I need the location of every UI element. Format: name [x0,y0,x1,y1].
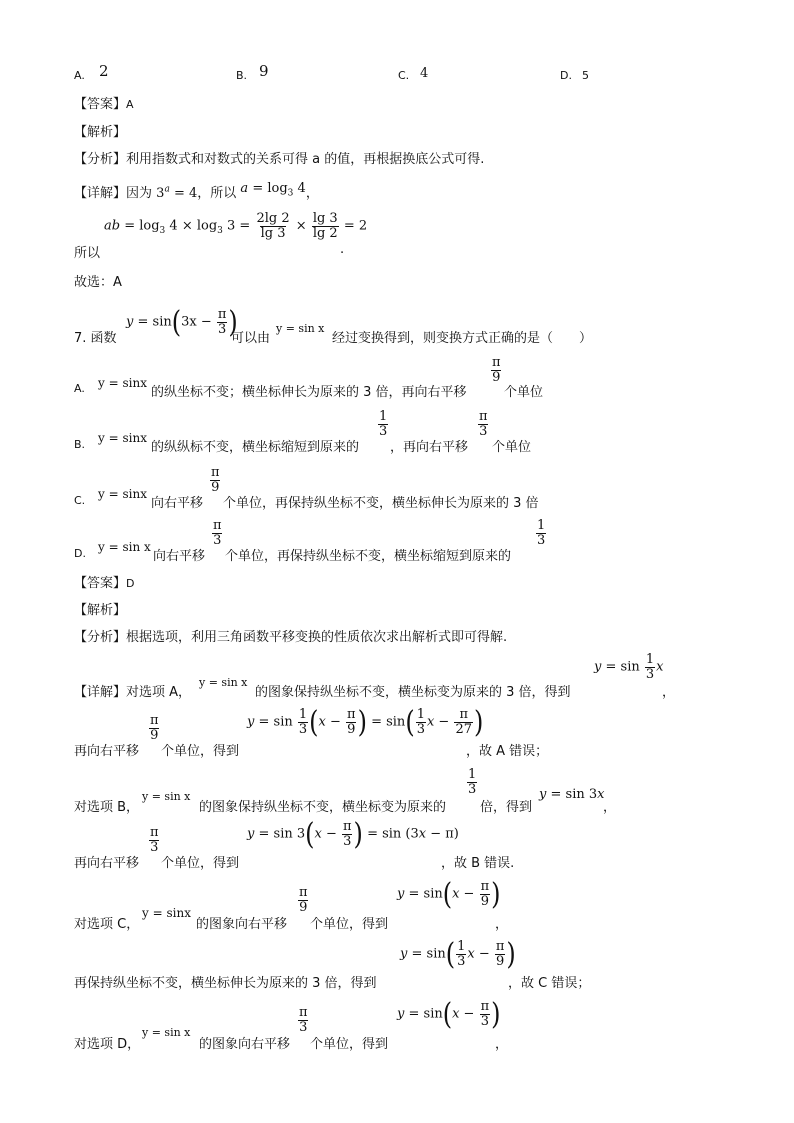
answer-tag: 【答案】 [74,97,127,112]
math-opt-b-frac1: $\frac{1}{3}$ [379,409,388,439]
q7-pd-text2: 的图象向右平移 [199,1037,291,1052]
option-a-label: A. [74,69,85,82]
math-q7-target-fn: y = sin(3x − $\frac{\pi}{3}$ ) [126,304,238,340]
q6-analysis-tag: 【解析】 [74,125,127,140]
q7-pb-comma: ， [603,800,617,815]
q7-pc2-text1: 再保持纵坐标不变，横坐标伸长为原来的 3 倍，得到 [74,976,377,991]
q7-pb2-text1: 再向右平移 [74,856,140,871]
math-q7-source-fn: y = sin x [276,322,325,335]
q7-opt-a-text2: 个单位 [504,385,544,400]
fenxi-text: 根据选项，利用三角函数平移变换的性质依次求出解析式即可得解. [126,630,508,645]
period: . [340,242,345,257]
q7-opt-b-label: B. [74,438,86,451]
detail-because: 因为 [126,186,153,201]
math-ab-equation: ab = $\log_3 4 \times \log_3 3$ = $\frac{2\lg 2}{\lg 3}$ × $\frac{\lg 3}{\lg 2}$ = 2 [104,211,368,241]
q7-pd-comma: ， [495,1037,509,1052]
q7-pa2-text2: 个单位，得到 [161,744,240,759]
q7-opt-b-text2: ，再向右平移 [390,440,469,455]
q7-opt-b-text3: 个单位 [492,440,532,455]
q7-pa-text2: 的图象保持纵坐标不变，横坐标变为原来的 3 倍，得到 [255,685,571,700]
math-opt-a-frac: $\frac{\pi}{9}$ [492,355,501,385]
detail-comma: ， [305,186,319,201]
math-pb-fn: y = sin x [142,790,191,803]
math-opt-a-fn: y = sinx [98,376,147,390]
math-opt-c-frac: $\frac{\pi}{9}$ [211,465,220,495]
q7-opt-d-text2: 个单位，再保持纵坐标不变，横坐标缩短到原来的 [225,549,512,564]
fenxi-text: 利用指数式和对数式的关系可得 a 的值，再根据换底公式可得. [126,152,485,167]
math-opt-b-frac2: $\frac{\pi}{3}$ [479,409,488,439]
fenxi-tag: 【分析】 [74,152,127,167]
answer-tag: 【答案】 [74,576,127,591]
fenxi-tag: 【分析】 [74,630,127,645]
q7-detail-a-line: 【详解】对选项 A， [74,685,192,700]
math-pc-frac: $\frac{\pi}{9}$ [299,885,308,915]
q7-pc-text1: 对选项 C， [74,917,140,932]
option-a-value: 2 [99,62,109,80]
math-opt-d-frac2: $\frac{1}{3}$ [537,518,546,548]
math-pd-fn: y = sin x [142,1026,191,1039]
q7-analysis-tag: 【解析】 [74,603,127,618]
q7-text-mid: 可以由 [231,331,271,346]
q7-pc2-text2: ，故 C 错误； [508,976,591,991]
q7-opt-d-text1: 向右平移 [153,549,206,564]
q7-pb-text2: 的图象保持纵坐标不变，横坐标变为原来的 [199,800,447,815]
q7-fenxi-line [74,626,507,645]
q7-opt-c-text2: 个单位，再保持纵坐标不变，横坐标伸长为原来的 3 倍 [223,496,539,511]
q6-conclusion: 故选：A [74,275,122,290]
q7-pc-text2: 的图象向右平移 [196,917,288,932]
math-pa-fn: y = sin x [199,676,248,689]
math-pb-frac: $\frac{1}{3}$ [468,767,477,797]
q7-pc-comma: ， [495,917,509,932]
math-opt-d-frac: $\frac{\pi}{3}$ [213,518,222,548]
math-pd-frac: $\frac{\pi}{3}$ [299,1005,308,1035]
math-opt-d-fn: y = sin x [98,540,151,554]
option-c-value: 4 [420,66,429,81]
q7-text-end: 经过变换得到，则变换方式正确的是（ ） [332,331,593,346]
math-pa2-result: y = sin $\frac{1}{3}$ (x − $\frac{\pi}{9}$ ) = sin( $\frac{1}{3}$ x − $\frac{\pi}{27}$ ) [247,704,484,740]
option-c-label: C. [398,69,410,82]
math-pa-result: y = sin $\frac{1}{3}$ x [594,652,664,682]
q7-pb-text3: 倍，得到 [480,800,533,815]
math-pb2-frac: $\frac{\pi}{3}$ [150,825,159,855]
q6-detail-line [74,182,319,204]
math-pb2-result: y = sin 3(x − $\frac{\pi}{3}$ ) = sin (3x − π) [247,816,459,852]
q7-number: 7. 函数 [74,331,117,346]
detail-tag: 【详解】 [74,186,127,201]
q7-pa2-text3: ，故 A 错误； [466,744,549,759]
option-d-label: D. [560,69,572,82]
answer-value: D [126,577,135,590]
q7-opt-c-text1: 向右平移 [151,496,204,511]
so-label: 所以 [74,246,101,261]
q6-fenxi-line [74,148,484,167]
detail-so: ，所以 [197,186,237,201]
q7-pd-text3: 个单位，得到 [310,1037,389,1052]
answer-value: A [126,98,134,111]
q7-pb2-text3: ，故 B 错误. [441,856,515,871]
math-pb-result: y = sin 3x [539,787,605,802]
q7-opt-a-text1: 的纵坐标不变；横坐标伸长为原来的 3 倍，再向右平移 [151,385,467,400]
math-pd-result: y = sin(x − $\frac{\pi}{3}$ ) [397,996,501,1032]
q7-opt-c-label: C. [74,494,86,507]
q7-pa-comma: ， [662,685,676,700]
option-b-value: 9 [259,62,269,80]
q7-pb2-text2: 个单位，得到 [161,856,240,871]
q6-answer-line [74,93,134,112]
math-opt-b-fn: y = sinx [98,431,147,445]
q7-pd-text1: 对选项 D， [74,1037,141,1052]
math-pc2-result: y = sin( $\frac{1}{3}$ x − $\frac{\pi}{9}$ ) [400,936,516,972]
q7-opt-b-text1: 的纵纵标不变，横坐标缩短到原来的 [151,440,360,455]
q7-pc-text3: 个单位，得到 [310,917,389,932]
math-a-log: $a = \log_3 4$ [240,181,306,199]
q7-opt-d-label: D. [74,547,86,560]
option-d-value: 5 [582,69,589,82]
q7-answer-line [74,572,135,591]
q7-opt-a-label: A. [74,382,85,395]
math-pc-result: y = sin(x − $\frac{\pi}{9}$ ) [397,876,501,912]
math-3-pow-a: $3^a = 4$ [156,184,198,201]
math-pc-fn: y = sinx [142,906,191,920]
math-opt-c-fn: y = sinx [98,487,147,501]
q7-pb-text1: 对选项 B， [74,800,140,815]
detail-tag: 【详解】 [74,685,127,700]
option-b-label: B. [236,69,248,82]
math-pa2-frac: $\frac{\pi}{9}$ [150,713,159,743]
q7-pa2-text1: 再向右平移 [74,744,140,759]
